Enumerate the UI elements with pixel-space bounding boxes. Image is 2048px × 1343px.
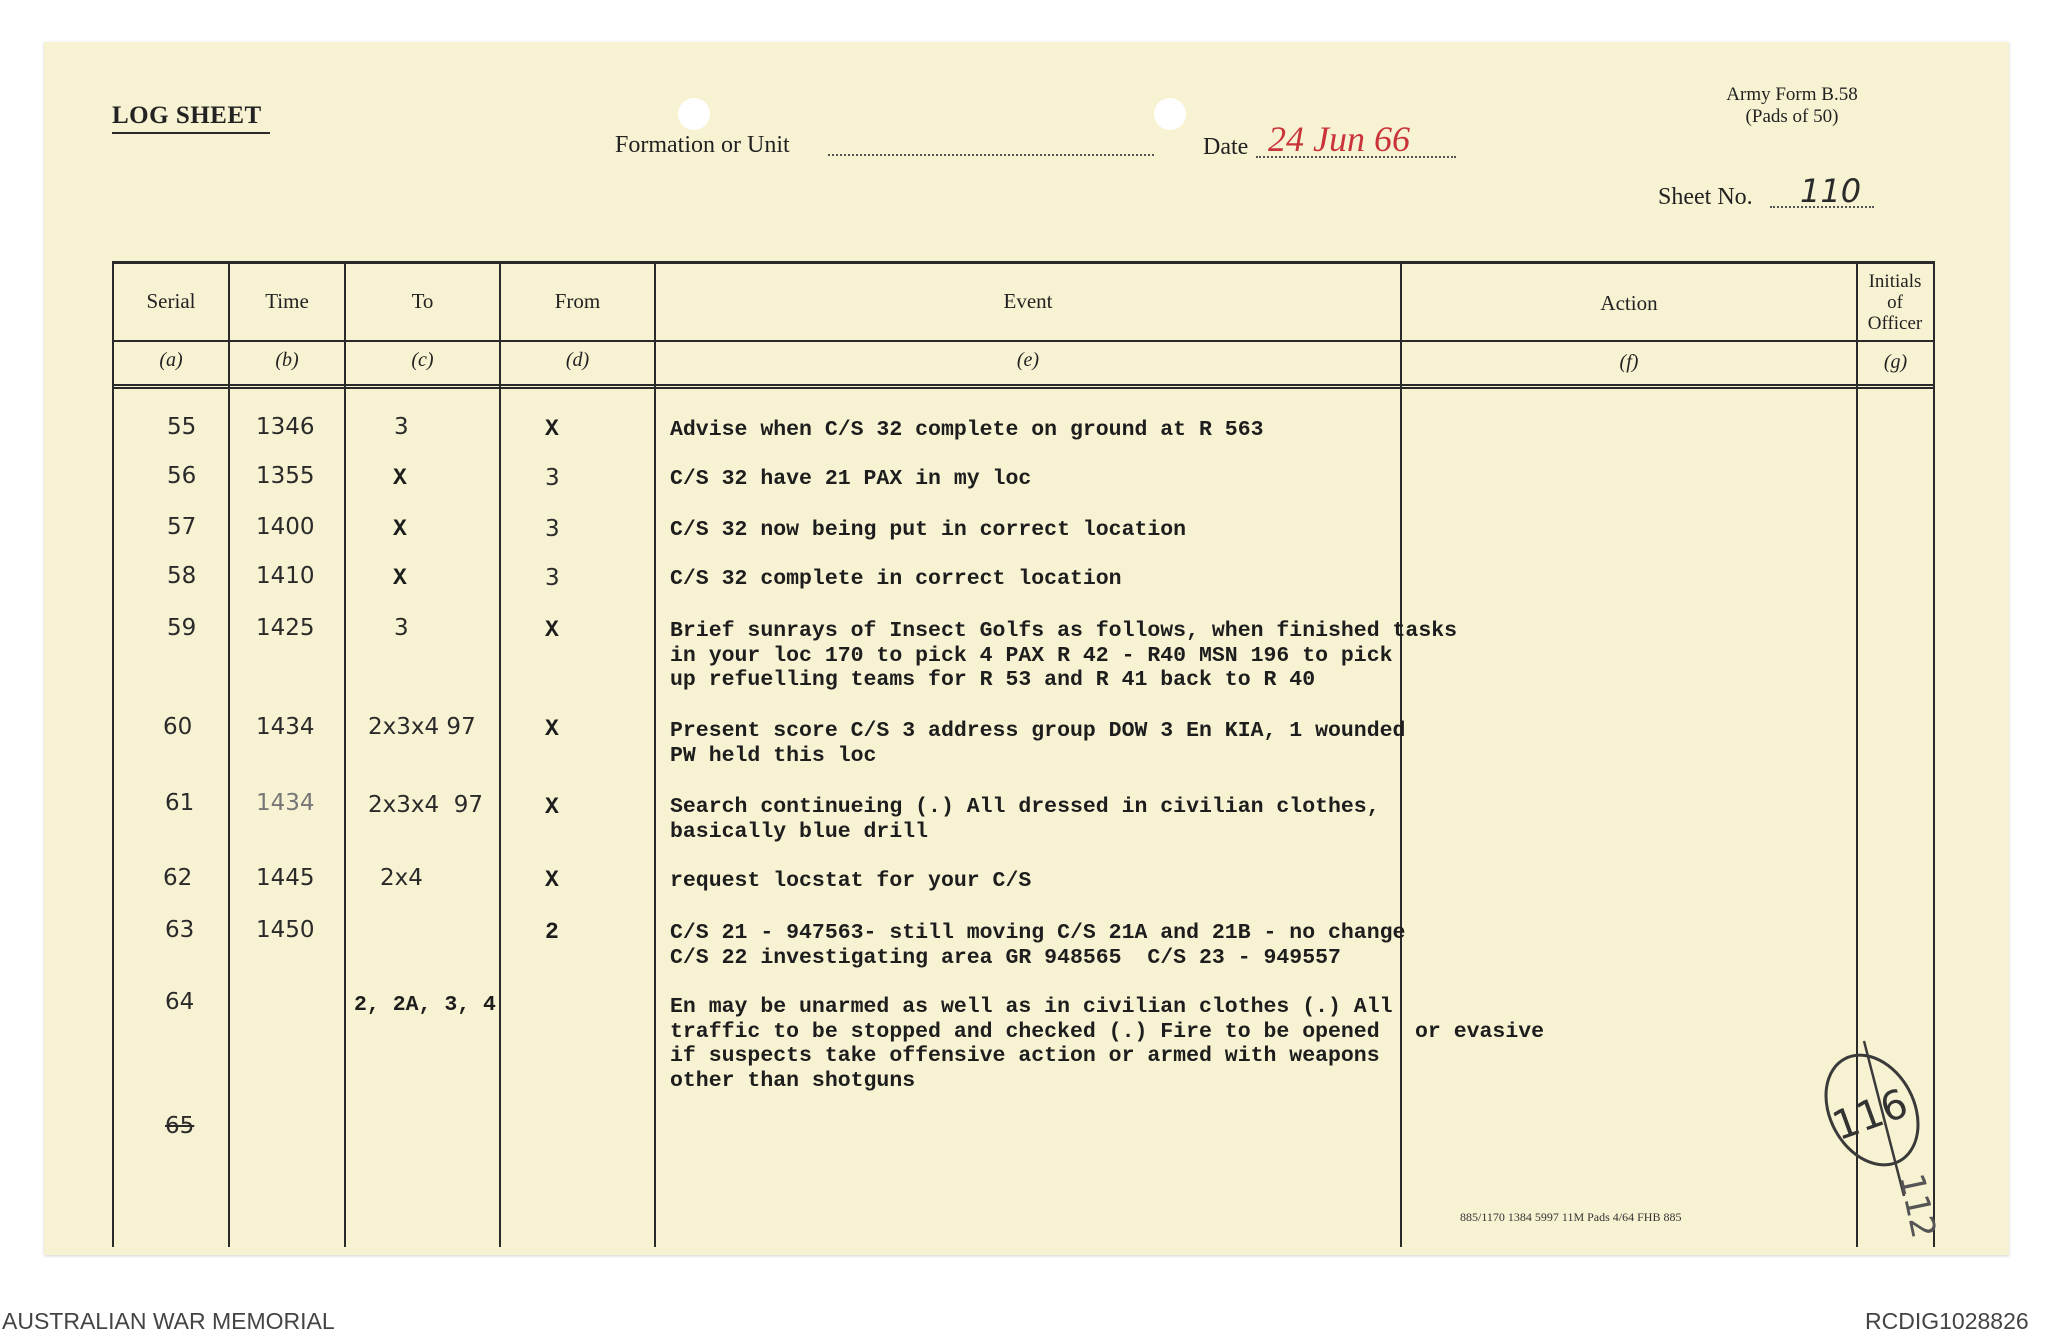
row-to: 2, 2A, 3, 4 <box>354 993 496 1017</box>
row-to: X <box>393 516 407 542</box>
row-serial: 56 <box>167 463 197 489</box>
column-sub-b: (b) <box>275 349 299 371</box>
row-serial: 57 <box>167 514 197 540</box>
row-to: 3 <box>394 414 409 440</box>
column-header-to: To <box>411 289 434 313</box>
column-header-serial: Serial <box>146 289 196 313</box>
date-value-handwritten: 24 Jun 66 <box>1268 119 1410 159</box>
column-header-initials: Initials of Officer <box>1867 271 1923 334</box>
column-sub-e: (e) <box>1016 349 1040 371</box>
row-serial: 64 <box>165 989 195 1015</box>
row-from: X <box>545 617 559 643</box>
row-to: 2x3x4 97 <box>368 714 476 740</box>
column-header-event: Event <box>1003 289 1053 313</box>
formation-field <box>828 154 1154 156</box>
row-from: 3 <box>545 565 560 591</box>
row-to: X <box>393 565 407 591</box>
row-from: 3 <box>545 465 560 491</box>
row-event: Advise when C/S 32 complete on ground at R 563 <box>670 418 1264 442</box>
row-serial: 63 <box>165 917 195 943</box>
row-time: 1434 <box>256 790 315 816</box>
row-time: 1450 <box>256 917 315 943</box>
row-event: C/S 32 have 21 PAX in my loc <box>670 467 1032 491</box>
row-serial: 65 <box>165 1113 195 1139</box>
sheet-no-label: Sheet No. <box>1658 184 1753 210</box>
row-serial: 59 <box>167 615 197 641</box>
column-sub-c: (c) <box>411 349 434 371</box>
row-serial: 62 <box>163 865 193 891</box>
row-from: 3 <box>545 516 560 542</box>
army-form-label: Army Form B.58 <box>1726 84 1858 105</box>
column-sub-f: (f) <box>1619 351 1639 373</box>
pads-label: (Pads of 50) <box>1745 106 1839 127</box>
row-serial: 61 <box>165 790 195 816</box>
row-from: X <box>545 416 559 442</box>
row-time: 1445 <box>256 865 315 891</box>
margin-number: 112 <box>1890 1170 1944 1242</box>
column-header-time: Time <box>265 289 309 313</box>
row-event: request locstat for your C/S <box>670 869 1032 893</box>
row-serial: 58 <box>167 563 197 589</box>
row-from: 2 <box>545 919 559 945</box>
form-title: LOG SHEET <box>112 102 262 129</box>
archive-source-label: AUSTRALIAN WAR MEMORIAL <box>2 1308 335 1334</box>
title-underline <box>112 132 270 134</box>
row-event: C/S 32 now being put in correct location <box>670 518 1187 542</box>
circled-number: 116 <box>1826 1080 1915 1150</box>
column-sub-g: (g) <box>1883 351 1908 373</box>
punch-hole <box>678 98 710 130</box>
row-event: C/S 32 complete in correct location <box>670 567 1122 591</box>
sheet-no-value: 110 <box>1800 172 1862 210</box>
column-header-action: Action <box>1600 291 1658 315</box>
row-to: 3 <box>394 615 409 641</box>
row-time: 1434 <box>256 714 315 740</box>
row-from: X <box>545 867 559 893</box>
record-id-label: RCDIG1028826 <box>1865 1308 2029 1334</box>
row-to: 2x3x4 97 <box>368 792 484 818</box>
row-time: 1346 <box>256 414 315 440</box>
column-sub-d: (d) <box>565 349 590 371</box>
row-serial: 55 <box>167 414 197 440</box>
row-event: C/S 21 - 947563- still moving C/S 21A and 21B - no change C/S 22 investigating area GR 948565 C/S 23 - 949557 <box>670 921 1406 970</box>
date-label: Date <box>1203 134 1249 160</box>
row-serial: 60 <box>163 714 193 740</box>
column-header-from: From <box>554 289 601 313</box>
row-event: Brief sunrays of Insect Golfs as follows, when finished tasks in your loc 170 to pick 4 PAX R 42 - R40 MSN 196 to pick up refuelling teams for R 53 and R 41 back to R 40 <box>670 619 1458 692</box>
row-from: X <box>545 794 559 820</box>
row-event: Search continueing (.) All dressed in civilian clothes, basically blue drill <box>670 795 1380 844</box>
row-to: 2x4 <box>380 865 423 891</box>
row-event: En may be unarmed as well as in civilian clothes (.) All traffic to be stopped and checked (.) Fire to be opened if suspects take offensive action or armed with weapons other than shotguns <box>670 995 1393 1093</box>
row-time: 1355 <box>256 463 315 489</box>
formation-label: Formation or Unit <box>615 132 790 158</box>
row-to: X <box>393 465 407 491</box>
row-event: Present score C/S 3 address group DOW 3 En KIA, 1 wounded PW held this loc <box>670 719 1406 768</box>
row-time: 1425 <box>256 615 315 641</box>
column-sub-a: (a) <box>159 349 183 371</box>
row-time: 1400 <box>256 514 315 540</box>
row-action: or evasive <box>1415 1020 1545 1044</box>
punch-hole <box>1154 98 1186 130</box>
row-time: 1410 <box>256 563 315 589</box>
printer-code: 885/1170 1384 5997 11M Pads 4/64 FHB 885 <box>1460 1210 1682 1224</box>
row-from: X <box>545 716 559 742</box>
